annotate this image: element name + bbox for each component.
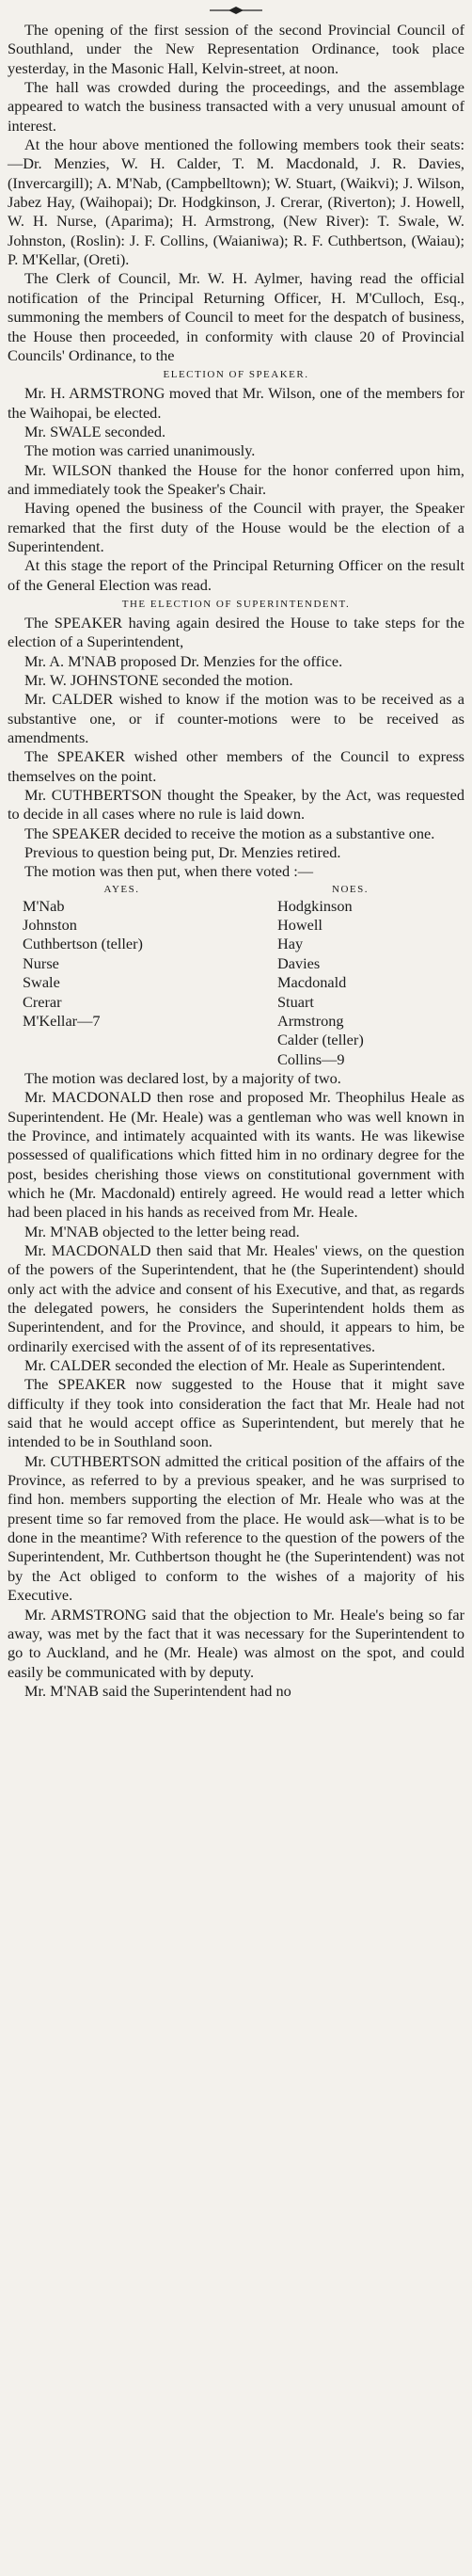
noes-column [210,897,464,1069]
paragraph: Having opened the business of the Council with prayer, the Speaker remarked that the first duty of the House would be the election of a Superintendent. [8,499,464,555]
aye-voter: M'Nab [23,896,65,915]
paragraph: Mr. CALDER seconded the election of Mr. Heale as Superintendent. [24,1356,446,1375]
aye-voter: Cuthbertson (teller) [23,935,143,953]
paragraph: The motion was then put, when there voted :— [24,862,314,881]
no-voter: Howell [277,916,323,935]
paragraph: Mr. CUTHBERTSON thought the Speaker, by the Act, was requested to decide in all cases where no rule is laid down. [8,786,464,824]
paragraph: Mr. M'NAB said the Superintendent had no [24,1681,291,1700]
ornament-rule-icon [208,6,264,15]
aye-voter: M'Kellar—7 [23,1011,101,1030]
paragraph: Previous to question being put, Dr. Menzies retired. [24,843,341,862]
no-voter: Calder (teller) [277,1031,364,1049]
paragraph: The motion was carried unanimously. [24,441,256,460]
division-list [8,897,464,1069]
no-voter: Davies [277,953,321,972]
paragraph: The Clerk of Council, Mr. W. H. Aylmer, having read the official notification of the Principal Returning Officer, H. M'Culloch, Esq., summoning the members of Council to meet for the despatch of business, the House then proceeded, in conformity with clause 20 of Provincial Councils' Ordinance, to the [8,269,464,364]
paragraph: Mr. WILSON thanked the House for the honor conferred upon him, and immediately took the Speaker's Chair. [8,460,464,498]
paragraph: Mr. MACDONALD then said that Mr. Heales' views, on the question of the powers of the Superintendent, that he (the Superintendent) should only act with the advice and consent of his Executive, and that, as regards the delegated powers, he considers the Superintendent holds them as Superintendent, and for the Province, and should, it appears to him, be ordinarily exercised with the assent of of its representatives. [8,1240,464,1355]
paragraph: The SPEAKER having again desired the House to take steps for the election of a Superintendent, [8,613,464,651]
no-voter: Stuart [277,992,314,1011]
ayes-column [8,897,210,1069]
section-heading-speaker: ELECTION OF SPEAKER. [163,369,309,381]
aye-voter: Crerar [23,992,62,1011]
ornament-divider [8,6,464,15]
paragraph: The opening of the first session of the second Provincial Council of Southland, under the New Representation Ordinance, took place yesterday, in the Masonic Hall, Kelvin-street, at noon. [8,21,464,77]
paragraph: Mr. A. M'NAB proposed Dr. Menzies for the office. [24,651,343,670]
paragraph: The hall was crowded during the proceedings, and the assemblage appeared to watch the business transacted with a very unusual amount of interest. [8,78,464,135]
paragraph: Mr. CUTHBERTSON admitted the critical position of the affairs of the Province, as referred to by a previous speaker, and he was surprised to find hon. members supporting the election of Mr. Heale who was at the present time so far removed from the place. He would ask—what is to be done in the meantime? With reference to the question of the powers of the Superintendent, Mr. Cuthbertson thought he (the Superintendent) was not by the Act obliged to conform to the wishes of a majority of his Executive. [8,1451,464,1605]
paragraph: At this stage the report of the Principal Returning Officer on the result of the General Election was read. [8,556,464,594]
paragraph: Mr. CALDER wished to know if the motion was to be received as a substantive one, or if counter-motions were to be received as amendments. [8,690,464,747]
paragraph: At the hour above mentioned the following members took their seats:—Dr. Menzies, W. H. Calder, T. M. Macdonald, J. R. Davies, (Invercargill); A. M'Nab, (Campbelltown); W. Stuart, (Waikvi); J. Wilson, Jabez Hay, (Waihopai); Dr. Hodgkinson, J. Crerar, (Riverton); J. Howell, W. H. Nurse, (Aparima); H. Armstrong, (New River): T. Swale, W. Johnston, (Roslin): J. F. Collins, (Waianiwa); R. F. Cuthbertson, (Waiau); P. M'Kellar, (Oreti). [8,136,464,269]
debate-section [8,1069,464,1701]
no-voter: Armstrong [277,1011,344,1030]
aye-voter: Nurse [23,953,59,972]
section-heading-superintendent: THE ELECTION OF SUPERINTENDENT. [121,598,351,610]
ayes-heading: AYES. [103,883,140,895]
aye-voter: Johnston [23,916,77,935]
paragraph: Mr. MACDONALD then rose and proposed Mr. Theophilus Heale as Superintendent. He (Mr. Heale) was a gentleman who was well known in the Province, and intimately acquainted with its wants. He was likewise possessed of qualifications which fitted him in no ordinary degree for the post, besides cherishing those views on constitutional government with which he (Mr. Macdonald) entirely agreed. He would read a letter which had been placed in his hands as received from Mr. Heale. [8,1088,464,1222]
paragraph: The motion was declared lost, by a majority of two. [24,1068,341,1087]
paragraph: The SPEAKER decided to receive the motion as a substantive one. [24,824,435,842]
speaker-section [8,384,464,595]
paragraph: The SPEAKER wished other members of the Council to express themselves on the point. [8,747,464,785]
noes-heading: NOES. [332,883,369,895]
no-voter: Hodgkinson [277,896,353,915]
paragraph: Mr. SWALE seconded. [24,422,166,440]
superintendent-section [8,614,464,882]
paragraph: Mr. W. JOHNSTONE seconded the motion. [24,671,293,689]
paragraph: The SPEAKER now suggested to the House that it might save difficulty if they took into consideration the fact that Mr. Heale had not said that he would accept office as Superintendent, but merely that he intended to be in Southland soon. [8,1375,464,1451]
aye-voter: Swale [23,973,60,992]
intro-section [8,21,464,365]
no-voter: Hay [277,935,304,953]
no-voter: Macdonald [277,973,347,992]
paragraph: Mr. ARMSTRONG said that the objection to Mr. Heale's being so far away, was met by the fact that it was necessary for the Superintendent to go to Auckland, and he (Mr. Heale) was almost on the spot, and could easily be communicated with by deputy. [8,1605,464,1681]
vote-header [8,882,464,897]
paragraph: Mr. M'NAB objected to the letter being read. [24,1222,300,1240]
paragraph: Mr. H. ARMSTRONG moved that Mr. Wilson, one of the members for the Waihopai, be elected. [8,384,464,422]
no-voter: Collins—9 [277,1049,345,1068]
